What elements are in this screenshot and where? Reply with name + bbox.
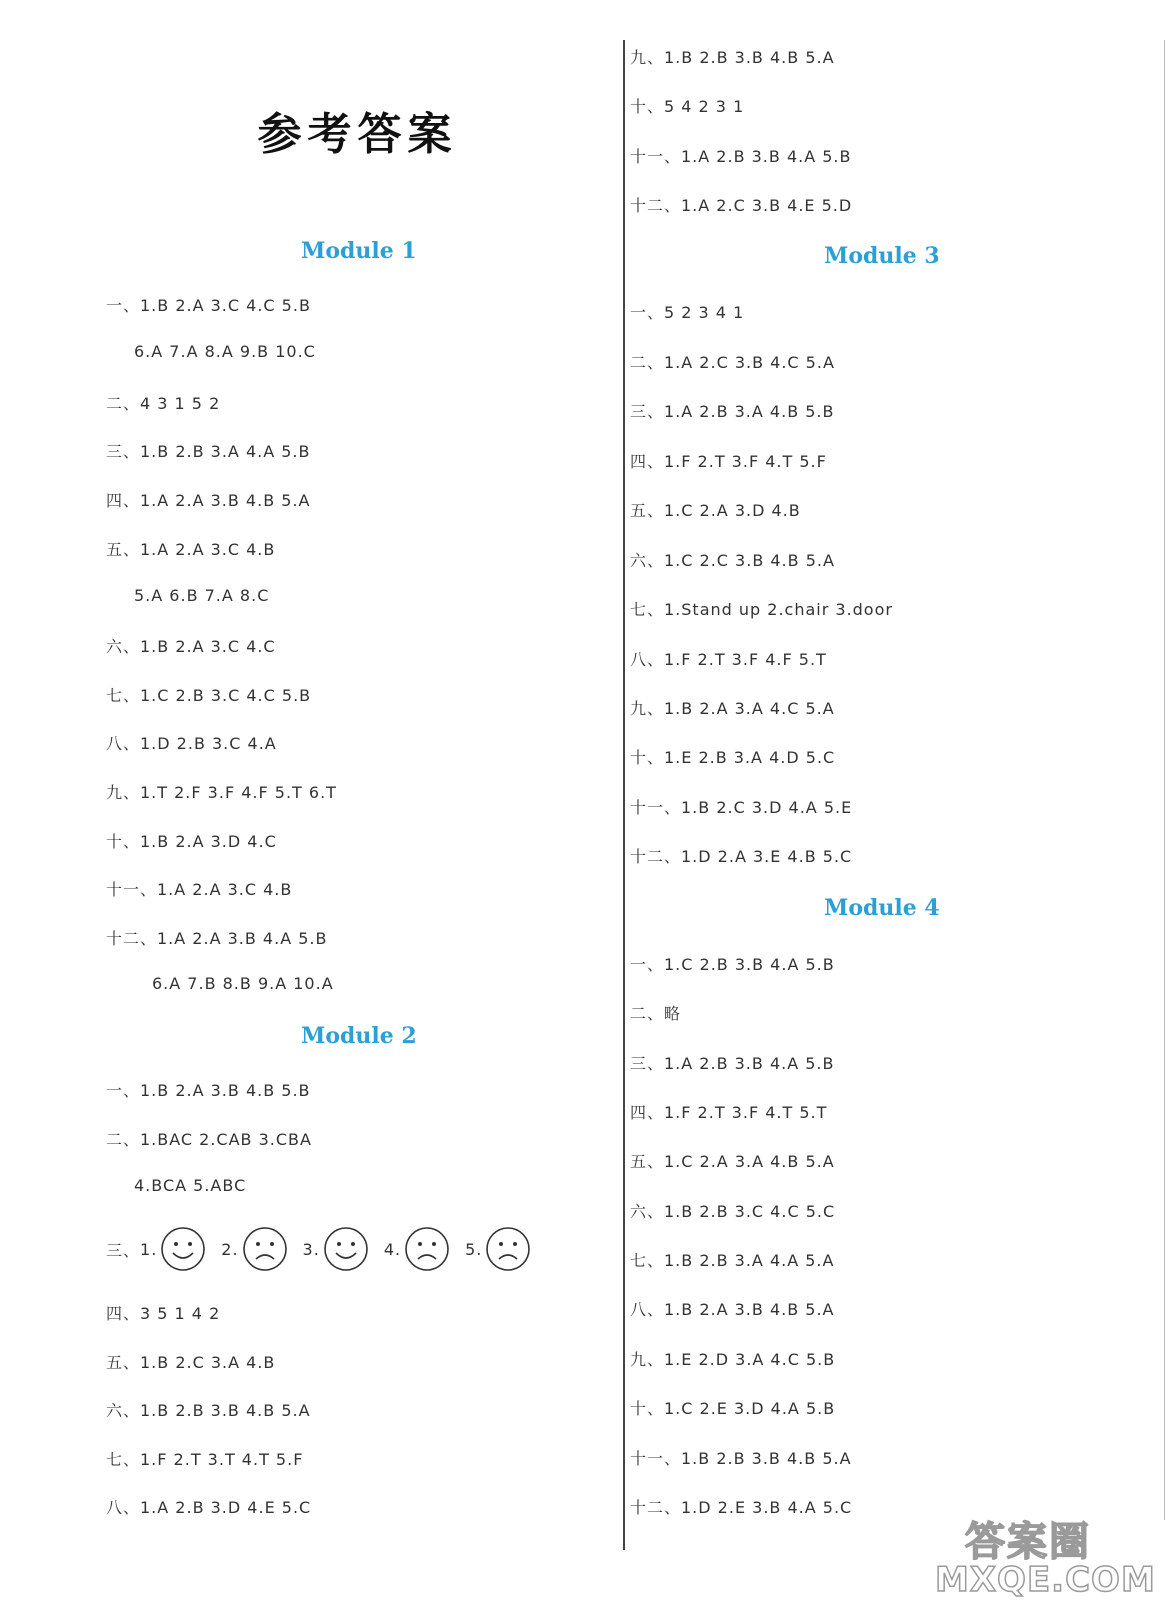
module-1-heading: Module 1 <box>301 238 417 264</box>
answer-line: 七、1.C 2.B 3.C 4.C 5.B <box>106 686 312 705</box>
answer-line: 七、1.Stand up 2.chair 3.door <box>630 600 893 619</box>
answer-line: 五、1.A 2.A 3.C 4.B <box>106 540 276 559</box>
answer-line: 六、1.B 2.B 3.C 4.C 5.C <box>630 1202 836 1221</box>
item-number: 1. <box>140 1239 158 1259</box>
answer-line: 一、1.B 2.A 3.B 4.B 5.B <box>106 1081 311 1100</box>
item-number: 5. <box>465 1239 483 1259</box>
answer-line: 一、1.B 2.A 3.C 4.C 5.B <box>106 296 311 315</box>
answer-line: 二、略 <box>630 1004 682 1023</box>
answer-line: 八、1.B 2.A 3.B 4.B 5.A <box>630 1300 835 1319</box>
answer-line: 十、5 4 2 3 1 <box>630 97 745 116</box>
answer-line: 九、1.B 2.B 3.B 4.B 5.A <box>630 48 835 67</box>
answer-line: 十二、1.A 2.C 3.B 4.E 5.D <box>630 196 853 215</box>
question-number: 三、 <box>106 1240 141 1260</box>
item-number: 3. <box>302 1239 320 1259</box>
watermark-top-text: 答案圈 <box>965 1519 1091 1565</box>
column-divider <box>623 40 625 1550</box>
answer-line: 四、1.F 2.T 3.F 4.T 5.T <box>630 1103 828 1122</box>
answer-line: 五、1.B 2.C 3.A 4.B <box>106 1353 276 1372</box>
answer-line: 十一、1.A 2.B 3.B 4.A 5.B <box>630 147 852 166</box>
answer-line: 二、1.A 2.C 3.B 4.C 5.A <box>630 353 835 372</box>
answer-line: 4.BCA 5.ABC <box>134 1176 247 1195</box>
answer-line: 九、1.B 2.A 3.A 4.C 5.A <box>630 699 835 718</box>
module-3-heading: Module 3 <box>824 243 940 269</box>
watermark-logo <box>935 1510 1165 1600</box>
item-number: 4. <box>383 1239 402 1259</box>
answer-line: 6.A 7.A 8.A 9.B 10.C <box>134 342 316 361</box>
page-title: 参考答案 <box>257 109 458 160</box>
answer-line: 七、1.B 2.B 3.A 4.A 5.A <box>630 1251 835 1270</box>
watermark-bottom-text: MXQE.COM <box>935 1560 1156 1600</box>
answer-line: 二、1.BAC 2.CAB 3.CBA <box>106 1130 312 1149</box>
answer-line: 十一、1.B 2.C 3.D 4.A 5.E <box>630 798 853 817</box>
answer-line: 九、1.E 2.D 3.A 4.C 5.B <box>630 1350 836 1369</box>
answer-line: 十、1.E 2.B 3.A 4.D 5.C <box>630 748 836 767</box>
answer-line: 四、1.A 2.A 3.B 4.B 5.A <box>106 491 311 510</box>
answer-line: 一、5 2 3 4 1 <box>630 303 745 322</box>
answer-line: 十二、1.A 2.A 3.B 4.A 5.B <box>106 929 328 948</box>
answer-line: 七、1.F 2.T 3.T 4.T 5.F <box>106 1450 304 1469</box>
answer-line: 八、1.F 2.T 3.F 4.F 5.T <box>630 650 827 669</box>
answer-line: 十一、1.A 2.A 3.C 4.B <box>106 880 293 899</box>
answer-line: 六、1.B 2.A 3.C 4.C <box>106 637 276 656</box>
sad-face-icon <box>403 1225 451 1273</box>
smiley-answer-row <box>106 1224 532 1274</box>
answer-line: 八、1.D 2.B 3.C 4.A <box>106 734 277 753</box>
answer-line: 五、1.C 2.A 3.D 4.B <box>630 501 801 520</box>
answer-line: 五、1.C 2.A 3.A 4.B 5.A <box>630 1152 835 1171</box>
module-2-heading: Module 2 <box>301 1023 417 1049</box>
answer-line: 十二、1.D 2.E 3.B 4.A 5.C <box>630 1498 853 1517</box>
answer-line: 十、1.B 2.A 3.D 4.C <box>106 832 277 851</box>
page-edge-line <box>1164 40 1165 1520</box>
sad-face-icon <box>484 1225 532 1273</box>
answer-line: 六、1.C 2.C 3.B 4.B 5.A <box>630 551 835 570</box>
sad-face-icon <box>241 1225 289 1273</box>
answer-line: 十一、1.B 2.B 3.B 4.B 5.A <box>630 1449 852 1468</box>
answer-line: 四、1.F 2.T 3.F 4.T 5.F <box>630 452 827 471</box>
answer-line: 一、1.C 2.B 3.B 4.A 5.B <box>630 955 835 974</box>
answer-line: 5.A 6.B 7.A 8.C <box>134 586 270 605</box>
happy-face-icon <box>159 1225 207 1273</box>
answer-line: 九、1.T 2.F 3.F 4.F 5.T 6.T <box>106 783 337 802</box>
answer-line: 十、1.C 2.E 3.D 4.A 5.B <box>630 1399 836 1418</box>
answer-line: 二、4 3 1 5 2 <box>106 394 221 413</box>
answer-line: 6.A 7.B 8.B 9.A 10.A <box>152 974 334 993</box>
answer-line: 三、1.A 2.B 3.B 4.A 5.B <box>630 1054 835 1073</box>
item-number: 2. <box>221 1239 239 1259</box>
answer-line: 四、3 5 1 4 2 <box>106 1304 221 1323</box>
answer-line: 十二、1.D 2.A 3.E 4.B 5.C <box>630 847 853 866</box>
answer-line: 八、1.A 2.B 3.D 4.E 5.C <box>106 1498 312 1517</box>
answer-line: 三、1.A 2.B 3.A 4.B 5.B <box>630 402 835 421</box>
happy-face-icon <box>322 1225 370 1273</box>
answer-line: 三、1.B 2.B 3.A 4.A 5.B <box>106 442 311 461</box>
answer-line: 六、1.B 2.B 3.B 4.B 5.A <box>106 1401 311 1420</box>
module-4-heading: Module 4 <box>824 895 940 921</box>
